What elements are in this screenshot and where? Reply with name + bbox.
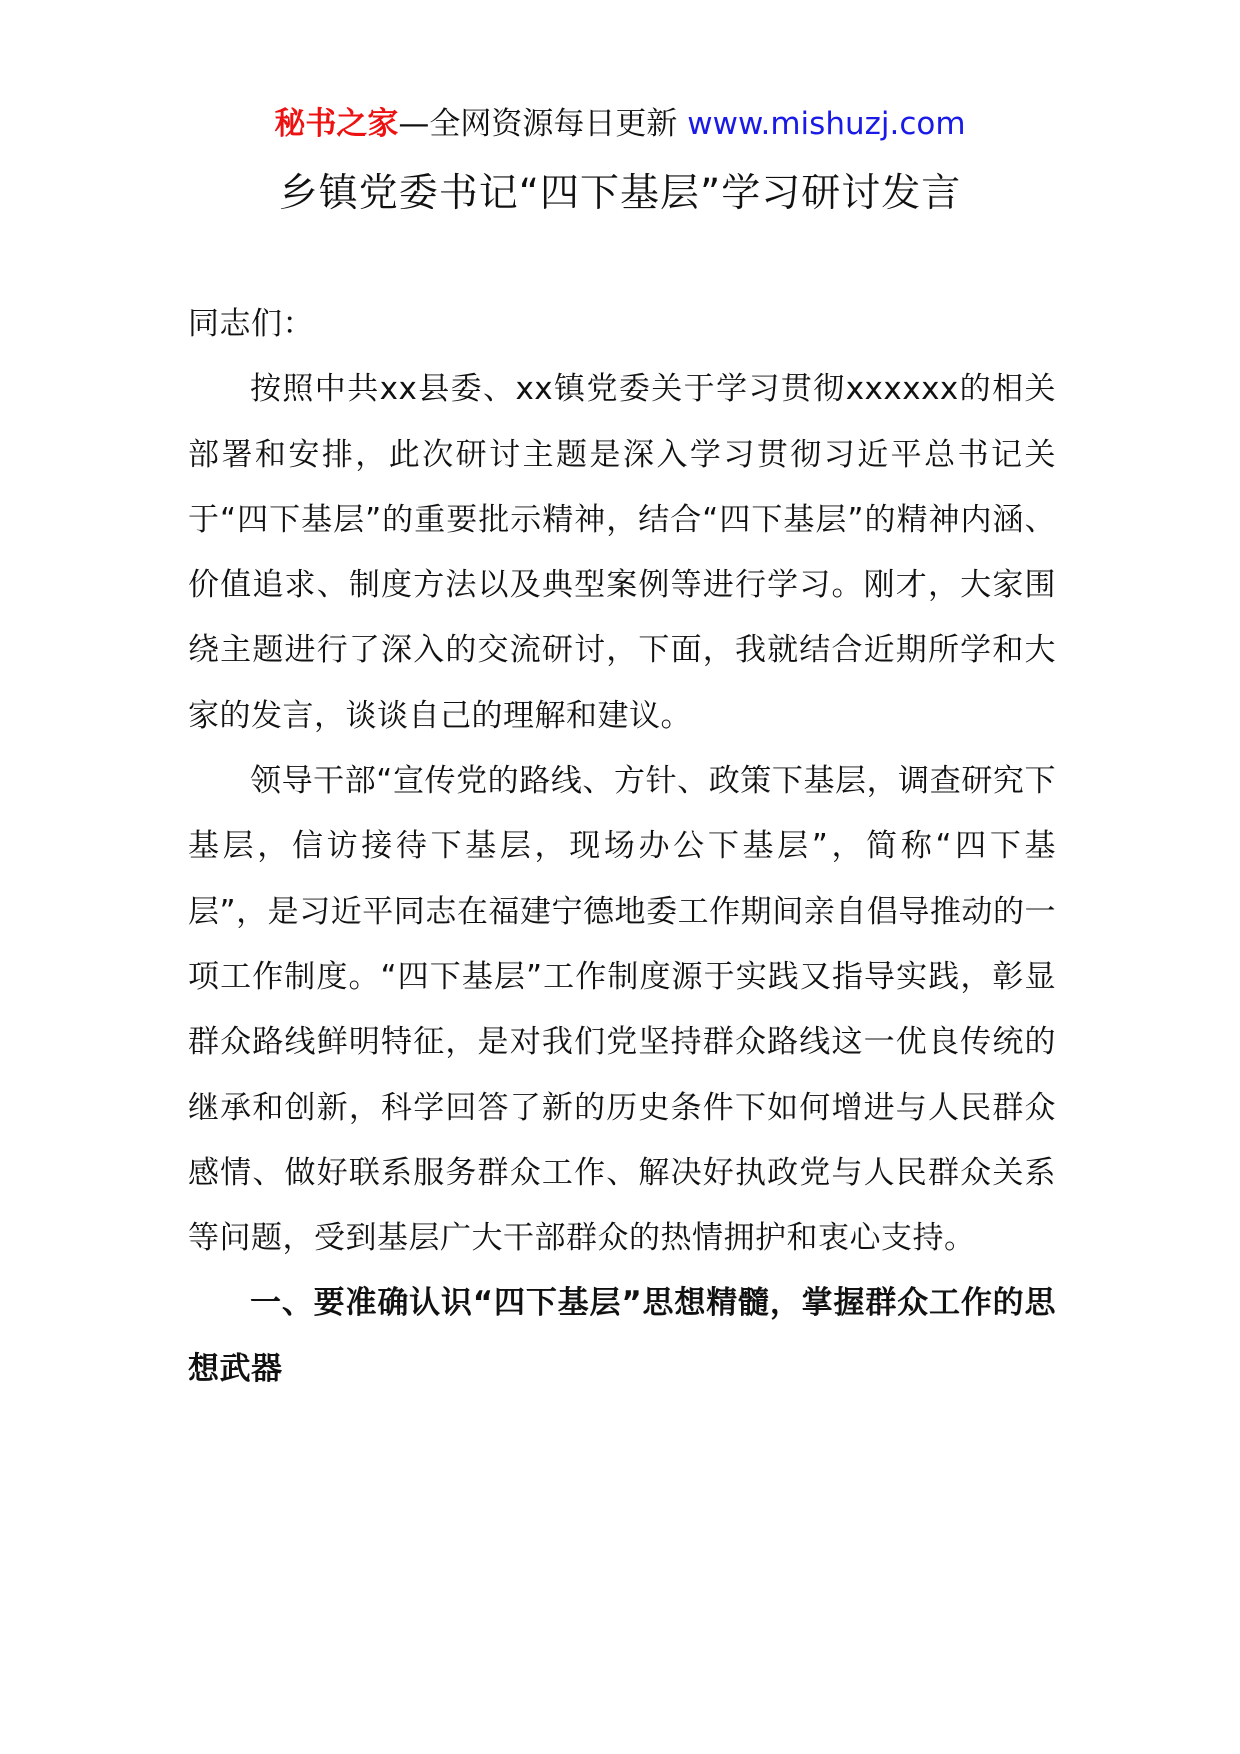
paragraph-intro: 按照中共xx县委、xx镇党委关于学习贯彻xxxxxx的相关部署和安排，此次研讨主题是深入学习贯彻习近平总书记关于“四下基层”的重要批示精神，结合“四下基层”的精神内涵、价值追求、制度方法以及典型案例等进行学习。刚才，大家围绕主题进行了深入的交流研讨，下面，我就结合近期所学和大家的发言，谈谈自己的理解和建议。 (188, 371, 1056, 734)
paragraph-four-down: 领导干部“宣传党的路线、方针、政策下基层，调查研究下基层，信访接待下基层，现场办公下基层”，简称“四下基层”，是习近平同志在福建宁德地委工作期间亲自倡导推动的一项工作制度。“四下基层”工作制度源于实践又指导实践，彰显群众路线鲜明特征，是对我们党坚持群众路线这一优良传统的继承和创新，科学回答了新的历史条件下如何增进与人民群众感情、做好联系服务群众工作、解决好执政党与人民群众关系等问题，受到基层广大干部群众的热情拥护和衷心支持。 (188, 763, 1056, 1257)
site-brand: 秘书之家 (274, 106, 399, 142)
site-url-link[interactable]: www.mishuzj.com (687, 106, 966, 142)
salutation: 同志们： (188, 306, 314, 342)
section-heading-1: 一、要准确认识“四下基层”思想精髓，掌握群众工作的思想武器 (188, 1285, 1056, 1387)
document-title: 乡镇党委书记“四下基层”学习研讨发言 (278, 171, 962, 216)
document-body (188, 292, 1056, 1402)
site-tagline: —全网资源每日更新 (398, 106, 688, 142)
site-banner (0, 100, 1240, 148)
